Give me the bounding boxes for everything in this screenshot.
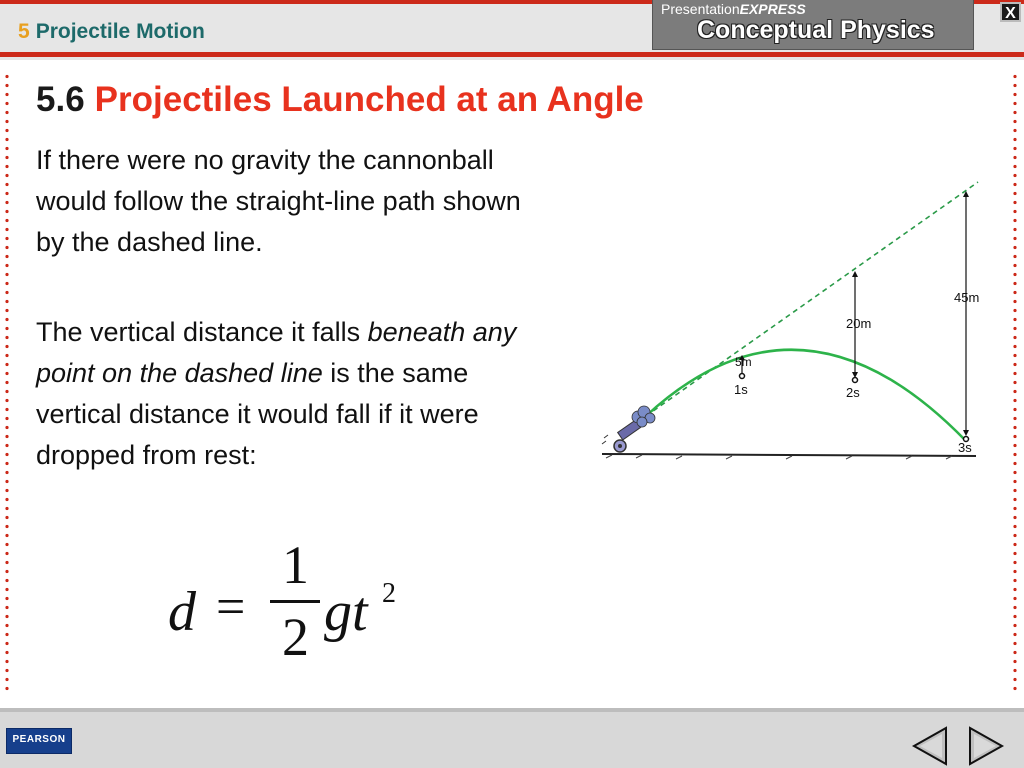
footer-bar (0, 708, 1024, 768)
drop-label-2: 20m (846, 316, 872, 331)
brand-title: Conceptual Physics (697, 16, 935, 44)
drop-marker-1s (734, 355, 752, 397)
left-dotted-border (5, 72, 9, 694)
drop-label-1: 5m (735, 355, 752, 369)
paragraph-gravity: If there were no gravity the cannonball would follow the straight-line path shown by the dashed line. (36, 145, 521, 257)
brand-prefix: Presentation (661, 1, 740, 17)
paragraph-vertical-distance (36, 312, 556, 476)
drop-marker-2s (846, 271, 871, 400)
slide-title (36, 80, 644, 120)
chapter-label (18, 20, 205, 44)
formula-equals: = (216, 579, 246, 636)
formula-denominator: 2 (282, 607, 309, 667)
time-label-2: 2s (846, 385, 860, 400)
brand-logo (652, 0, 974, 50)
trajectory-curve (646, 350, 966, 441)
time-label-3: 3s (958, 440, 972, 455)
chapter-number: 5 (18, 20, 30, 43)
projectile-diagram (596, 176, 996, 466)
paragraph2-end: is the same vertical distance it would fall if it were dropped from rest: (36, 358, 479, 470)
header-bottom-stripe (0, 52, 1024, 57)
no-gravity-path-dashed (646, 182, 978, 416)
previous-slide-button[interactable] (910, 724, 950, 768)
time-label-1: 1s (734, 382, 748, 397)
ground-line (602, 454, 976, 456)
drop-marker-3s (954, 191, 979, 455)
free-fall-formula (166, 535, 406, 667)
paragraph2-italic: beneath any point on the dashed line (36, 317, 517, 388)
left-arrow-icon (914, 728, 946, 764)
brand-prefix-bold: EXPRESS (739, 1, 806, 17)
formula-fraction-bar (270, 600, 320, 603)
right-arrow-icon (970, 728, 1002, 764)
drop-label-3: 45m (954, 290, 980, 305)
pearson-logo: PEARSON (6, 728, 72, 754)
section-number: 5.6 (36, 80, 85, 119)
brand-tagline (661, 1, 806, 17)
paragraph2-start: The vertical distance it falls (36, 317, 368, 347)
close-button[interactable]: X (1000, 2, 1021, 22)
cannon-icon (602, 420, 641, 452)
next-slide-button[interactable] (966, 724, 1006, 768)
chapter-title: Projectile Motion (35, 20, 205, 43)
header-bar (0, 0, 1024, 60)
section-title: Projectiles Launched at an Angle (94, 80, 644, 119)
right-dotted-border (1013, 72, 1017, 694)
formula-lhs: d (168, 581, 196, 643)
formula-numerator: 1 (282, 535, 309, 595)
formula-rhs: gt (324, 581, 368, 643)
formula-exponent: 2 (382, 578, 396, 609)
